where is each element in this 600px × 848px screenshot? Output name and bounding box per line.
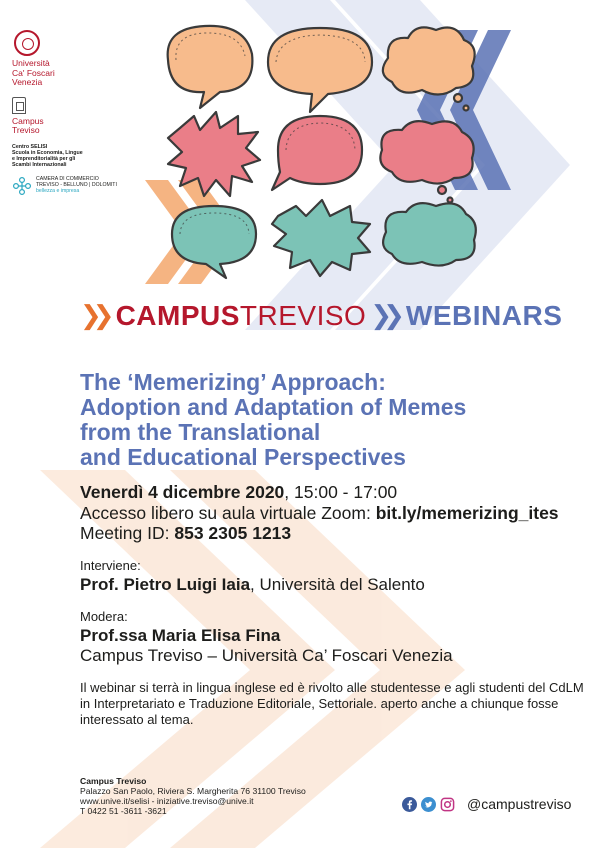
moderator-name: Prof.ssa Maria Elisa Fina [80,625,281,645]
double-chevron-icon: ❯❯ [370,301,396,331]
footer-web-email[interactable]: www.unive.it/selisi - iniziative.treviso@unive.it [80,796,254,806]
event-time: , 15:00 - 17:00 [284,482,398,502]
zoom-link[interactable]: bit.ly/memerizing_ites [375,502,559,523]
speaker-affiliation: , Università del Salento [250,574,425,594]
footer-phone: T 0422 51 -3611 -3621 [80,806,167,816]
event-title-line: Adoption and Adaptation of Memes [80,394,467,420]
bubble-orange-oval [268,28,372,112]
event-date-line [80,482,590,503]
chamber-network-icon [12,176,32,196]
access-text: Accesso libero su aula virtuale Zoom: [80,502,376,523]
university-seal-icon [14,30,40,56]
event-schedule [80,482,590,544]
selisi-logo-text: Centro SELISI Scuola in Economia, Lingue e Imprenditorialità per gli Scambi Internazionali [12,143,83,168]
social-links [402,796,571,812]
event-title [80,370,590,470]
moderator-section [80,609,590,666]
bubble-teal-round [172,206,256,278]
double-chevron-icon: ❯❯ [80,301,106,331]
footer-title: Campus Treviso [80,776,147,786]
event-note: Il webinar si terrà in lingua inglese ed è rivolto alle studentesse e agli studenti del CdLM in Interpretariato e Traduzione Editoriale, Settoriale. aperto anche a chiunque fosse interessato al tema. [80,679,584,727]
speaker-section [80,558,590,595]
campus-treviso-webinars-banner [80,300,562,332]
meeting-label: Meeting ID: [80,523,175,543]
event-title-line: and Educational Perspectives [80,444,406,470]
event-details [80,370,590,728]
speaker-label: Interviene: [80,557,141,573]
instagram-icon[interactable] [440,797,455,812]
meeting-id: 853 2305 1213 [174,523,292,543]
bubble-orange-cloud [383,27,475,94]
speaker-name: Prof. Pietro Luigi Iaia [80,574,251,594]
banner-treviso: TREVISO [239,300,367,331]
footer-contacts [80,776,306,816]
twitter-icon[interactable] [421,797,436,812]
bubble-pink-spiky [168,112,260,196]
event-title-line: from the Translational [80,419,321,445]
banner-webinars: WEBINARS [405,300,563,331]
bubble-orange-rounded [168,26,253,108]
event-date: Venerdì 4 dicembre 2020 [80,482,285,502]
chamber-name-line: CAMERA DI COMMERCIO [36,175,99,182]
chamber-name-line: TREVISO - BELLUNO | DOLOMITI [36,181,117,188]
meeting-id-line [80,523,590,544]
chamber-of-commerce-logo [12,176,132,196]
bubble-teal-cloud [383,203,476,265]
university-name: Università Ca' Foscari Venezia [12,58,55,87]
bubble-teal-spiky [272,200,370,276]
campus-treviso-logo [12,97,132,136]
banner-campus: CAMPUS [115,300,240,331]
facebook-icon[interactable] [402,797,417,812]
chamber-tagline: bellezza e impresa [36,187,80,194]
campus-logo-text: Campus Treviso [12,115,44,135]
footer-address: Palazzo San Paolo, Riviera S. Margherita 76 31100 Treviso [80,786,306,796]
social-handle[interactable]: @campustreviso [467,796,572,812]
university-logo [12,30,132,88]
bubble-pink-oval [272,116,362,190]
logos-column [12,30,132,196]
bubble-pink-cloud [380,121,473,183]
moderator-label: Modera: [80,608,128,624]
event-access-line [80,503,590,524]
moderator-affiliation: Campus Treviso – Università Ca’ Foscari Venezia [80,645,453,665]
event-title-line: The ‘Memerizing’ Approach: [80,369,386,395]
campus-building-icon [12,97,26,114]
speech-bubbles-illustration [160,20,480,282]
